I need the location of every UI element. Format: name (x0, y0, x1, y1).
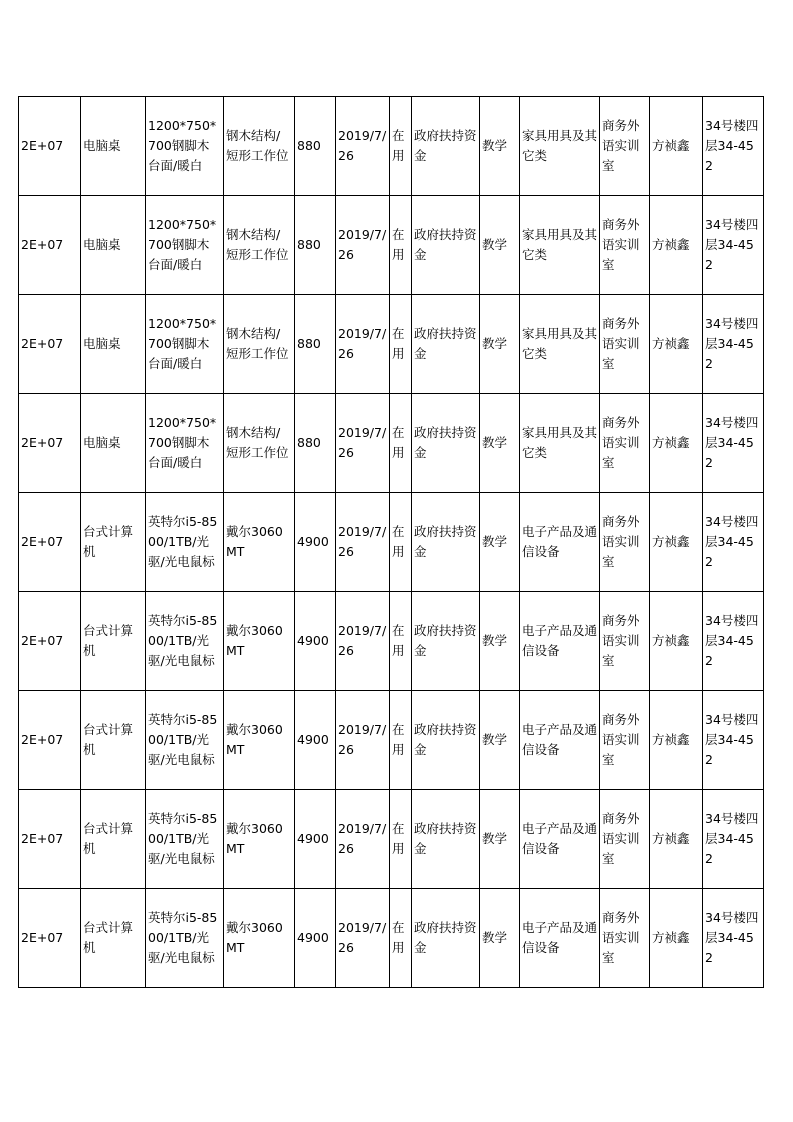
usage-cell: 教学 (480, 790, 520, 889)
category-cell: 家具用具及其它类 (520, 97, 600, 196)
department-cell: 商务外语实训室 (600, 592, 650, 691)
asset-spec-cell: 1200*750*700钢脚木台面/暖白 (146, 295, 224, 394)
asset-model-cell: 戴尔3060MT (224, 691, 295, 790)
category-cell: 电子产品及通信设备 (520, 592, 600, 691)
department-cell: 商务外语实训室 (600, 493, 650, 592)
table-body (19, 97, 764, 988)
usage-cell: 教学 (480, 394, 520, 493)
asset-name-cell: 台式计算机 (81, 592, 146, 691)
location-cell: 34号楼四层34-452 (703, 790, 764, 889)
location-cell: 34号楼四层34-452 (703, 691, 764, 790)
keeper-cell: 方祯鑫 (650, 691, 703, 790)
usage-cell: 教学 (480, 493, 520, 592)
asset-spec-cell: 英特尔i5-8500/1TB/光驱/光电鼠标 (146, 790, 224, 889)
asset-price-cell: 4900 (295, 691, 336, 790)
table-row (19, 889, 764, 988)
keeper-cell: 方祯鑫 (650, 97, 703, 196)
department-cell: 商务外语实训室 (600, 691, 650, 790)
asset-spec-cell: 英特尔i5-8500/1TB/光驱/光电鼠标 (146, 691, 224, 790)
keeper-cell: 方祯鑫 (650, 889, 703, 988)
location-cell: 34号楼四层34-452 (703, 394, 764, 493)
asset-model-cell: 戴尔3060MT (224, 790, 295, 889)
category-cell: 电子产品及通信设备 (520, 493, 600, 592)
status-cell: 在用 (390, 493, 412, 592)
keeper-cell: 方祯鑫 (650, 790, 703, 889)
asset-model-cell: 戴尔3060MT (224, 493, 295, 592)
purchase-date-cell: 2019/7/26 (336, 295, 390, 394)
asset-spec-cell: 英特尔i5-8500/1TB/光驱/光电鼠标 (146, 493, 224, 592)
purchase-date-cell: 2019/7/26 (336, 889, 390, 988)
asset-id-cell: 2E+07 (19, 196, 81, 295)
location-cell: 34号楼四层34-452 (703, 493, 764, 592)
funding-source-cell: 政府扶持资金 (412, 394, 480, 493)
category-cell: 家具用具及其它类 (520, 295, 600, 394)
status-cell: 在用 (390, 790, 412, 889)
keeper-cell: 方祯鑫 (650, 592, 703, 691)
asset-name-cell: 台式计算机 (81, 493, 146, 592)
usage-cell: 教学 (480, 889, 520, 988)
funding-source-cell: 政府扶持资金 (412, 790, 480, 889)
asset-model-cell: 戴尔3060MT (224, 889, 295, 988)
funding-source-cell: 政府扶持资金 (412, 691, 480, 790)
asset-id-cell: 2E+07 (19, 592, 81, 691)
keeper-cell: 方祯鑫 (650, 394, 703, 493)
asset-id-cell: 2E+07 (19, 493, 81, 592)
asset-id-cell: 2E+07 (19, 394, 81, 493)
location-cell: 34号楼四层34-452 (703, 295, 764, 394)
category-cell: 家具用具及其它类 (520, 196, 600, 295)
asset-price-cell: 4900 (295, 592, 336, 691)
table-row (19, 295, 764, 394)
asset-price-cell: 880 (295, 196, 336, 295)
status-cell: 在用 (390, 889, 412, 988)
department-cell: 商务外语实训室 (600, 889, 650, 988)
asset-model-cell: 钢木结构/短形工作位 (224, 196, 295, 295)
asset-table (18, 96, 764, 988)
asset-price-cell: 4900 (295, 889, 336, 988)
category-cell: 家具用具及其它类 (520, 394, 600, 493)
asset-id-cell: 2E+07 (19, 97, 81, 196)
asset-name-cell: 电脑桌 (81, 97, 146, 196)
purchase-date-cell: 2019/7/26 (336, 97, 390, 196)
asset-model-cell: 戴尔3060MT (224, 592, 295, 691)
table-row (19, 394, 764, 493)
asset-name-cell: 台式计算机 (81, 691, 146, 790)
purchase-date-cell: 2019/7/26 (336, 493, 390, 592)
funding-source-cell: 政府扶持资金 (412, 493, 480, 592)
table-row (19, 196, 764, 295)
asset-spec-cell: 1200*750*700钢脚木台面/暖白 (146, 196, 224, 295)
funding-source-cell: 政府扶持资金 (412, 295, 480, 394)
asset-price-cell: 880 (295, 295, 336, 394)
department-cell: 商务外语实训室 (600, 97, 650, 196)
asset-name-cell: 电脑桌 (81, 196, 146, 295)
usage-cell: 教学 (480, 295, 520, 394)
keeper-cell: 方祯鑫 (650, 295, 703, 394)
asset-price-cell: 4900 (295, 790, 336, 889)
purchase-date-cell: 2019/7/26 (336, 196, 390, 295)
department-cell: 商务外语实训室 (600, 196, 650, 295)
location-cell: 34号楼四层34-452 (703, 97, 764, 196)
category-cell: 电子产品及通信设备 (520, 889, 600, 988)
asset-price-cell: 4900 (295, 493, 336, 592)
category-cell: 电子产品及通信设备 (520, 691, 600, 790)
asset-id-cell: 2E+07 (19, 691, 81, 790)
category-cell: 电子产品及通信设备 (520, 790, 600, 889)
asset-id-cell: 2E+07 (19, 889, 81, 988)
usage-cell: 教学 (480, 97, 520, 196)
status-cell: 在用 (390, 394, 412, 493)
keeper-cell: 方祯鑫 (650, 196, 703, 295)
purchase-date-cell: 2019/7/26 (336, 592, 390, 691)
funding-source-cell: 政府扶持资金 (412, 889, 480, 988)
asset-spec-cell: 1200*750*700钢脚木台面/暖白 (146, 394, 224, 493)
asset-name-cell: 电脑桌 (81, 394, 146, 493)
asset-price-cell: 880 (295, 394, 336, 493)
asset-spec-cell: 英特尔i5-8500/1TB/光驱/光电鼠标 (146, 592, 224, 691)
table-row (19, 592, 764, 691)
purchase-date-cell: 2019/7/26 (336, 394, 390, 493)
asset-id-cell: 2E+07 (19, 295, 81, 394)
asset-price-cell: 880 (295, 97, 336, 196)
status-cell: 在用 (390, 97, 412, 196)
status-cell: 在用 (390, 196, 412, 295)
asset-name-cell: 台式计算机 (81, 790, 146, 889)
status-cell: 在用 (390, 295, 412, 394)
asset-spec-cell: 英特尔i5-8500/1TB/光驱/光电鼠标 (146, 889, 224, 988)
keeper-cell: 方祯鑫 (650, 493, 703, 592)
asset-model-cell: 钢木结构/短形工作位 (224, 394, 295, 493)
table-row (19, 790, 764, 889)
location-cell: 34号楼四层34-452 (703, 592, 764, 691)
asset-id-cell: 2E+07 (19, 790, 81, 889)
asset-spec-cell: 1200*750*700钢脚木台面/暖白 (146, 97, 224, 196)
purchase-date-cell: 2019/7/26 (336, 691, 390, 790)
department-cell: 商务外语实训室 (600, 295, 650, 394)
usage-cell: 教学 (480, 592, 520, 691)
usage-cell: 教学 (480, 196, 520, 295)
department-cell: 商务外语实训室 (600, 394, 650, 493)
status-cell: 在用 (390, 691, 412, 790)
usage-cell: 教学 (480, 691, 520, 790)
status-cell: 在用 (390, 592, 412, 691)
asset-model-cell: 钢木结构/短形工作位 (224, 97, 295, 196)
asset-model-cell: 钢木结构/短形工作位 (224, 295, 295, 394)
funding-source-cell: 政府扶持资金 (412, 592, 480, 691)
asset-name-cell: 台式计算机 (81, 889, 146, 988)
table-row (19, 493, 764, 592)
funding-source-cell: 政府扶持资金 (412, 196, 480, 295)
location-cell: 34号楼四层34-452 (703, 889, 764, 988)
asset-name-cell: 电脑桌 (81, 295, 146, 394)
department-cell: 商务外语实训室 (600, 790, 650, 889)
location-cell: 34号楼四层34-452 (703, 196, 764, 295)
purchase-date-cell: 2019/7/26 (336, 790, 390, 889)
table-row (19, 691, 764, 790)
table-row (19, 97, 764, 196)
funding-source-cell: 政府扶持资金 (412, 97, 480, 196)
